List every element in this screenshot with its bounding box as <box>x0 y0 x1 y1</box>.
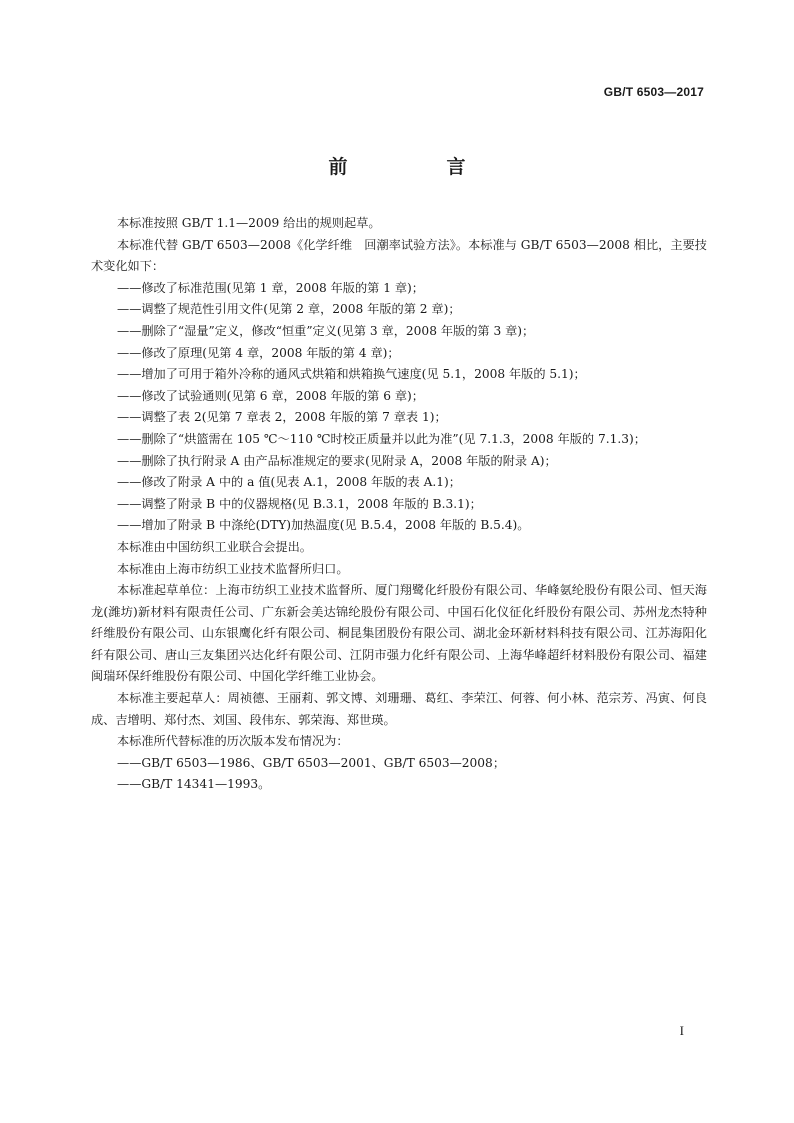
change-item: ——增加了可用于箱外冷称的通风式烘箱和烘箱换气速度(见 5.1，2008 年版的 5.1)； <box>117 367 586 382</box>
paragraph-drafters: 本标准主要起草人：周祯德、王丽莉、郭文博、刘珊珊、葛红、李荣江、何蓉、何小林、范宗芳、冯寅、何良成、吉增明、郑付杰、刘国、段伟东、郭荣海、郑世瑛。 <box>91 691 707 727</box>
change-item: ——修改了附录 A 中的 a 值(见表 A.1，2008 年版的表 A.1)； <box>117 475 461 490</box>
paragraph-administrator: 本标准由上海市纺织工业技术监督所归口。 <box>117 561 349 576</box>
paragraph-drafting-rules: 本标准按照 GB/T 1.1—2009 给出的规则起草。 <box>117 216 381 230</box>
change-item: ——增加了附录 B 中涤纶(DTY)加热温度(见 B.5.4，2008 年版的 B.5.4)。 <box>117 518 530 533</box>
change-item: ——调整了规范性引用文件(见第 2 章，2008 年版的第 2 章)； <box>117 302 461 317</box>
change-item: ——删除了“湿量”定义，修改“恒重”定义(见第 3 章，2008 年版的第 3 章)； <box>117 323 535 338</box>
change-item: ——删除了“烘篮需在 105 ℃～110 ℃时校正质量并以此为准”(见 7.1.3，2008 年版的 7.1.3)； <box>117 431 646 446</box>
document-body <box>91 213 707 796</box>
history-item: ——GB/T 14341—1993。 <box>117 777 271 792</box>
paragraph-replacement: 本标准代替 GB/T 6503—2008《化学纤维 回潮率试验方法》。本标准与 GB/T 6503—2008 相比，主要技术变化如下： <box>91 237 707 274</box>
change-item: ——修改了试验通则(见第 6 章，2008 年版的第 6 章)； <box>117 388 424 403</box>
paragraph-history-intro: 本标准所代替标准的历次版本发布情况为： <box>117 734 349 749</box>
change-item: ——调整了表 2(见第 7 章表 2，2008 年版的第 7 章表 1)； <box>117 410 447 425</box>
change-item: ——调整了附录 B 中的仪器规格(见 B.3.1，2008 年版的 B.3.1)； <box>117 496 482 511</box>
page-title: 前 言 <box>328 156 506 178</box>
history-item: ——GB/T 6503—1986、GB/T 6503—2001、GB/T 6503—2008； <box>117 755 506 770</box>
change-item: ——修改了原理(见第 4 章，2008 年版的第 4 章)； <box>117 345 400 360</box>
change-item: ——删除了执行附录 A 由产品标准规定的要求(见附录 A，2008 年版的附录 A)； <box>117 453 557 468</box>
change-item: ——修改了标准范围(见第 1 章，2008 年版的第 1 章)； <box>117 280 424 295</box>
paragraph-drafting-units: 本标准起草单位：上海市纺织工业技术监督所、厦门翔鹭化纤股份有限公司、华峰氨纶股份有限公司、恒天海龙(潍坊)新材料有限责任公司、广东新会美达锦纶股份有限公司、中国石化仪征化纤股份有限公司、苏州龙杰特种纤维股份有限公司、山东银鹰化纤有限公司、桐昆集团股份有限公司、湖北金环新材料科技有限公司、江苏海阳化纤有限公司、唐山三友集团兴达化纤有限公司、江阴市强力化纤有限公司、上海华峰超纤材料股份有限公司、福建闽瑞环保纤维股份有限公司、中国化学纤维工业协会。 <box>91 583 707 684</box>
standard-code: GB/T 6503—2017 <box>603 85 704 99</box>
page-number: I <box>679 1023 684 1038</box>
paragraph-proposer: 本标准由中国纺织工业联合会提出。 <box>117 539 312 554</box>
